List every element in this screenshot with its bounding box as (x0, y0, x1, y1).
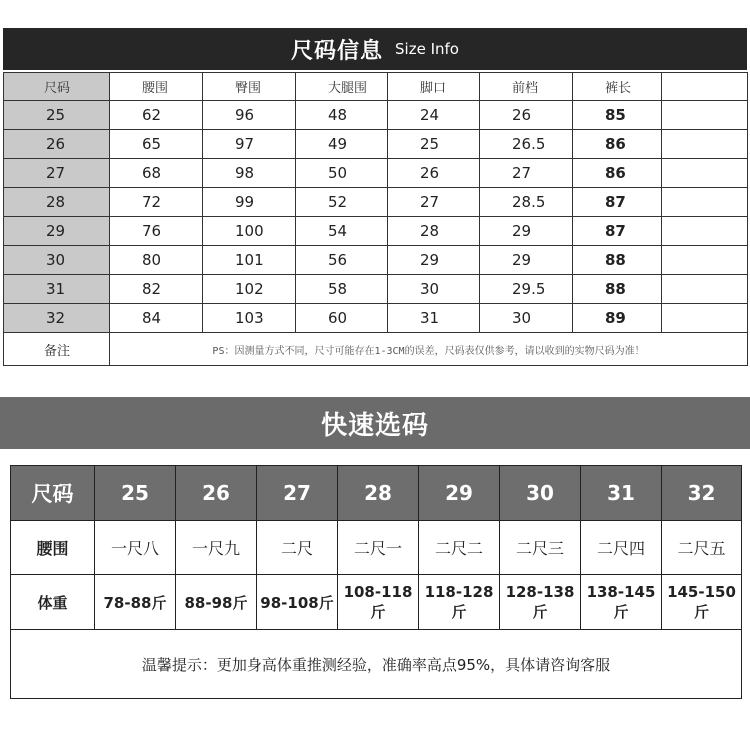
table-cell (662, 159, 748, 188)
size-cell: 32 (4, 304, 110, 333)
table-cell: 86 (573, 130, 662, 159)
table-cell: 103 (203, 304, 296, 333)
table-cell (662, 130, 748, 159)
table-cell: 26 (480, 101, 573, 130)
table-cell: 29.5 (480, 275, 573, 304)
table-cell: 82 (110, 275, 203, 304)
header-cell: 脚口 (388, 73, 480, 101)
header-cell: 尺码 (4, 73, 110, 101)
table-cell (662, 246, 748, 275)
table-cell: 100 (203, 217, 296, 246)
table-row (4, 159, 748, 188)
table-cell: 54 (296, 217, 388, 246)
note-row (4, 333, 748, 366)
size-cell: 27 (257, 466, 338, 521)
size-cell: 26 (176, 466, 257, 521)
size-cell: 25 (4, 101, 110, 130)
table-cell: 27 (388, 188, 480, 217)
note-text: PS：因测量方式不同，尺寸可能存在1-3CM的误差，尺码表仅供参考，请以收到的实物尺码为准！ (110, 333, 748, 366)
waist-cell: 一尺九 (176, 521, 257, 575)
header-cell (662, 73, 748, 101)
note-label: 备注 (4, 333, 110, 366)
weight-label: 体重 (11, 575, 95, 630)
waist-cell: 二尺三 (500, 521, 581, 575)
quick-tip-row (11, 630, 742, 699)
table-cell: 65 (110, 130, 203, 159)
table-row (4, 188, 748, 217)
table-cell: 87 (573, 188, 662, 217)
size-label: 尺码 (11, 466, 95, 521)
waist-cell: 二尺五 (662, 521, 742, 575)
weight-cell: 138-145斤 (581, 575, 662, 630)
size-cell: 26 (4, 130, 110, 159)
table-row (4, 130, 748, 159)
table-cell: 80 (110, 246, 203, 275)
weight-cell: 145-150斤 (662, 575, 742, 630)
table-cell: 99 (203, 188, 296, 217)
header-cell: 腰围 (110, 73, 203, 101)
table-cell: 88 (573, 246, 662, 275)
size-info-table (3, 72, 748, 366)
table-cell: 87 (573, 217, 662, 246)
table-cell: 26 (388, 159, 480, 188)
table-cell: 101 (203, 246, 296, 275)
table-cell: 72 (110, 188, 203, 217)
size-cell: 29 (4, 217, 110, 246)
weight-cell: 108-118斤 (338, 575, 419, 630)
table-cell: 49 (296, 130, 388, 159)
size-table-header-row (4, 73, 748, 101)
size-info-title-en: Size Info (395, 40, 459, 58)
table-cell (662, 304, 748, 333)
table-row (4, 246, 748, 275)
table-cell: 98 (203, 159, 296, 188)
table-cell: 88 (573, 275, 662, 304)
table-cell: 58 (296, 275, 388, 304)
table-cell (662, 101, 748, 130)
table-cell: 27 (480, 159, 573, 188)
waist-cell: 一尺八 (95, 521, 176, 575)
size-info-title: 尺码信息 (291, 38, 384, 64)
size-cell: 30 (500, 466, 581, 521)
header-cell: 臀围 (203, 73, 296, 101)
table-cell: 85 (573, 101, 662, 130)
size-cell: 25 (95, 466, 176, 521)
weight-cell: 98-108斤 (257, 575, 338, 630)
waist-cell: 二尺一 (338, 521, 419, 575)
size-cell: 27 (4, 159, 110, 188)
size-cell: 28 (338, 466, 419, 521)
table-cell: 96 (203, 101, 296, 130)
waist-cell: 二尺四 (581, 521, 662, 575)
weight-cell: 78-88斤 (95, 575, 176, 630)
header-cell: 大腿围 (296, 73, 388, 101)
table-cell (662, 188, 748, 217)
table-cell: 24 (388, 101, 480, 130)
quick-pick-header: 快速选码 (0, 397, 750, 449)
size-cell: 31 (581, 466, 662, 521)
table-cell: 68 (110, 159, 203, 188)
table-row (4, 304, 748, 333)
table-row (4, 101, 748, 130)
table-cell: 26.5 (480, 130, 573, 159)
quick-waist-row (11, 521, 742, 575)
quick-pick-table (10, 465, 742, 699)
size-cell: 31 (4, 275, 110, 304)
header-cell: 前档 (480, 73, 573, 101)
table-cell: 97 (203, 130, 296, 159)
table-cell: 102 (203, 275, 296, 304)
table-cell: 52 (296, 188, 388, 217)
table-cell: 29 (388, 246, 480, 275)
tip-text: 温馨提示：更加身高体重推测经验，准确率高点95%，具体请咨询客服 (11, 630, 742, 699)
table-cell: 84 (110, 304, 203, 333)
table-cell: 30 (388, 275, 480, 304)
waist-cell: 二尺 (257, 521, 338, 575)
table-cell: 76 (110, 217, 203, 246)
table-cell: 31 (388, 304, 480, 333)
table-cell: 62 (110, 101, 203, 130)
table-cell: 28 (388, 217, 480, 246)
table-cell: 48 (296, 101, 388, 130)
table-cell: 89 (573, 304, 662, 333)
size-info-header (3, 28, 747, 70)
weight-cell: 128-138斤 (500, 575, 581, 630)
table-cell: 30 (480, 304, 573, 333)
quick-weight-row (11, 575, 742, 630)
quick-size-row (11, 466, 742, 521)
table-cell (662, 217, 748, 246)
table-cell: 25 (388, 130, 480, 159)
waist-label: 腰围 (11, 521, 95, 575)
table-cell: 29 (480, 246, 573, 275)
size-cell: 30 (4, 246, 110, 275)
table-cell: 86 (573, 159, 662, 188)
size-cell: 28 (4, 188, 110, 217)
table-cell (662, 275, 748, 304)
table-row (4, 275, 748, 304)
weight-cell: 118-128斤 (419, 575, 500, 630)
table-cell: 60 (296, 304, 388, 333)
table-row (4, 217, 748, 246)
waist-cell: 二尺二 (419, 521, 500, 575)
table-cell: 50 (296, 159, 388, 188)
weight-cell: 88-98斤 (176, 575, 257, 630)
table-cell: 29 (480, 217, 573, 246)
table-cell: 56 (296, 246, 388, 275)
header-cell: 裤长 (573, 73, 662, 101)
size-cell: 29 (419, 466, 500, 521)
size-cell: 32 (662, 466, 742, 521)
table-cell: 28.5 (480, 188, 573, 217)
